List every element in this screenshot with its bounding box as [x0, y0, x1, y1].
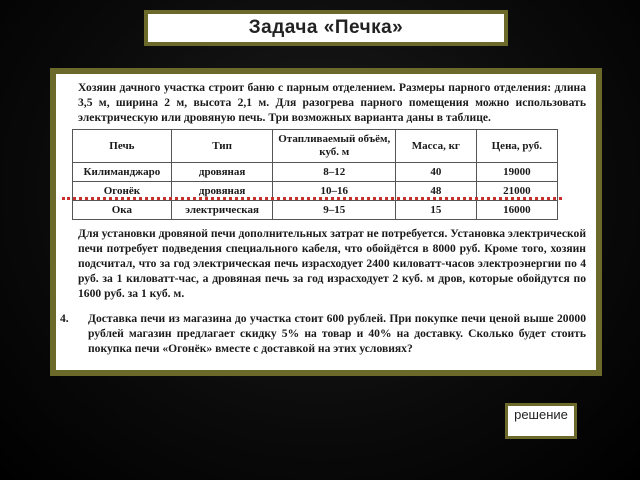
cell-type: электрическая	[171, 201, 273, 220]
cell-stove: Ока	[73, 201, 172, 220]
document-frame	[50, 68, 602, 376]
header-stove: Печь	[73, 130, 172, 163]
table-row	[73, 201, 558, 220]
cell-price: 19000	[476, 163, 557, 182]
cell-volume: 8–12	[273, 163, 396, 182]
table-row	[73, 163, 558, 182]
solution-button-label[interactable]: решение	[508, 406, 574, 436]
task-document	[56, 74, 596, 370]
highlight-dotted-line	[62, 197, 562, 200]
header-price: Цена, руб.	[476, 130, 557, 163]
stoves-table	[72, 129, 558, 220]
task-4	[60, 311, 586, 356]
table-header-row	[73, 130, 558, 163]
cell-type: дровяная	[171, 163, 273, 182]
conditions-text: Для установки дровяной печи дополнительных затрат не потребуется. Установка электрической печи потребует подведения специального кабеля, что обойдётся в 8000 руб. Кроме того, хозяин подсчитал, что за год электрическая печь израсходует 2400 киловатт-часов электроэнергии по 4 руб. за 1 киловатт-час, а дровяная печь за год израсходует 2 куб. м дров, которые обойдутся по 1600 руб. за 1 куб. м.	[78, 227, 586, 300]
task-text: Доставка печи из магазина до участка стоит 600 рублей. При покупке печи ценой выше 20000 рублей магазин предлагает скидку 5% на товар и 40% на доставку. Сколько будет стоить покупка печи «Огонёк» вместе с доставкой на этих условиях?	[88, 312, 586, 355]
cell-type: дровяная	[171, 182, 273, 201]
task-number: 4.	[60, 312, 69, 325]
cell-mass: 15	[396, 201, 477, 220]
header-type: Тип	[171, 130, 273, 163]
intro-text: Хозяин дачного участка строит баню с парным отделением. Размеры парного отделения: длина 3,5 м, ширина 2 м, высота 2,1 м. Для разогрева парного помещения можно использовать электрическую или дровяную печь. Три возможных варианта даны в таблице.	[78, 81, 586, 124]
cell-mass: 48	[396, 182, 477, 201]
cell-volume: 10–16	[273, 182, 396, 201]
header-volume: Отапливаемый объём, куб. м	[273, 130, 396, 163]
header-mass: Масса, кг	[396, 130, 477, 163]
solution-button[interactable]	[505, 403, 577, 439]
cell-mass: 40	[396, 163, 477, 182]
cell-stove: Огонёк	[73, 182, 172, 201]
cell-volume: 9–15	[273, 201, 396, 220]
title-frame	[144, 10, 508, 46]
cell-price: 21000	[476, 182, 557, 201]
page-title: Задача «Печка»	[148, 14, 504, 42]
cell-price: 16000	[476, 201, 557, 220]
cell-stove: Килиманджаро	[73, 163, 172, 182]
